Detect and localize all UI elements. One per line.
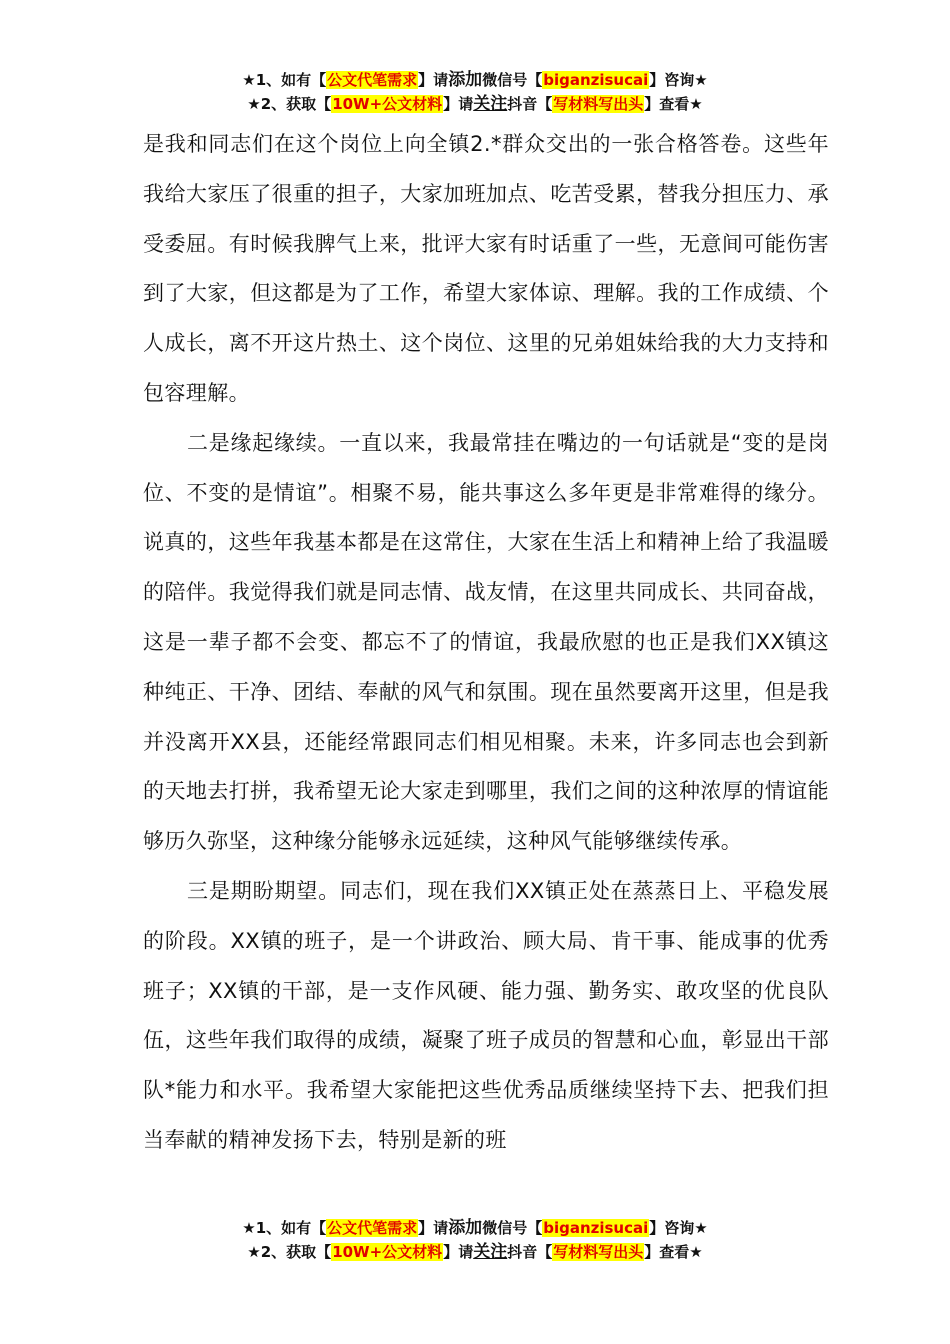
promo-highlight: 10W+公文材料: [332, 1243, 443, 1261]
promo-line-1: [0, 1216, 950, 1240]
promo-text: ★1、如有【: [242, 71, 327, 89]
paragraph-section-three: 三是期盼期望。同志们，现在我们XX镇正处在蒸蒸日上、平稳发展的阶段。XX镇的班子，是一个讲政治、顾大局、肯干事、能成事的优秀班子；XX镇的干部，是一支作风硬、能力强、勤务实、敢攻坚的优良队伍，这些年我们取得的成绩，凝聚了班子成员的智慧和心血，彰显出干部队*能力和水平。我希望大家能把这些优秀品质继续坚持下去、把我们担当奉献的精神发扬下去，特别是新的班: [143, 878, 829, 1152]
promo-text: 抖音【: [507, 95, 553, 113]
document-body: [143, 120, 829, 1166]
douyin-id-highlight: 写材料写出头: [553, 95, 644, 113]
promo-text: 】查看★: [644, 95, 703, 113]
paragraph-continuation: 是我和同志们在这个岗位上向全镇2.*群众交出的一张合格答卷。这些年我给大家压了很重的担子，大家加班加点、吃苦受累，替我分担压力、承受委屈。有时候我脾气上来，批评大家有时话重了一些，无意间可能伤害到了大家，但这都是为了工作，希望大家体谅、理解。我的工作成绩、个人成长，离不开这片热土、这个岗位、这里的兄弟姐妹给我的大力支持和包容理解。: [143, 132, 829, 405]
promo-text: 】查看★: [644, 1243, 703, 1261]
promo-highlight: 10W+公文材料: [332, 95, 443, 113]
header-promo-banner: [0, 68, 950, 116]
promo-text: 微信号【: [482, 1219, 543, 1237]
promo-highlight: 公文代笔需求: [327, 1219, 418, 1237]
promo-emphasis: 添加: [448, 70, 483, 90]
promo-text: ★1、如有【: [242, 1219, 327, 1237]
promo-text: 】请: [443, 95, 474, 113]
promo-text: ★2、获取【: [247, 95, 332, 113]
promo-highlight: 公文代笔需求: [327, 71, 418, 89]
promo-text: 抖音【: [507, 1243, 553, 1261]
promo-text: 】请: [418, 71, 449, 89]
promo-text: 微信号【: [482, 71, 543, 89]
promo-line-2: [0, 92, 950, 116]
promo-text: 】咨询★: [649, 71, 708, 89]
douyin-id-highlight: 写材料写出头: [553, 1243, 644, 1261]
promo-text: 】咨询★: [649, 1219, 708, 1237]
promo-emphasis: 关注: [473, 1242, 508, 1262]
promo-text: 】请: [443, 1243, 474, 1261]
promo-emphasis: 关注: [473, 94, 508, 114]
promo-line-1: [0, 68, 950, 92]
promo-line-2: [0, 1240, 950, 1264]
wechat-id-highlight: biganzisucai: [543, 1219, 649, 1237]
promo-emphasis: 添加: [448, 1218, 483, 1238]
promo-text: ★2、获取【: [247, 1243, 332, 1261]
wechat-id-highlight: biganzisucai: [543, 71, 649, 89]
footer-promo-banner: [0, 1216, 950, 1264]
paragraph-section-two: 二是缘起缘续。一直以来，我最常挂在嘴边的一句话就是“变的是岗位、不变的是情谊”。相聚不易，能共事这么多年更是非常难得的缘分。说真的，这些年我基本都是在这常住，大家在生活上和精神上给了我温暖的陪伴。我觉得我们就是同志情、战友情，在这里共同成长、共同奋战，这是一辈子都不会变、都忘不了的情谊，我最欣慰的也正是我们XX镇这种纯正、干净、团结、奉献的风气和氛围。现在虽然要离开这里，但是我并没离开XX县，还能经常跟同志们相见相聚。未来，许多同志也会到新的天地去打拼，我希望无论大家走到哪里，我们之间的这种浓厚的情谊能够历久弥坚，这种缘分能够永远延续，这种风气能够继续传承。: [143, 430, 829, 854]
promo-text: 】请: [418, 1219, 449, 1237]
